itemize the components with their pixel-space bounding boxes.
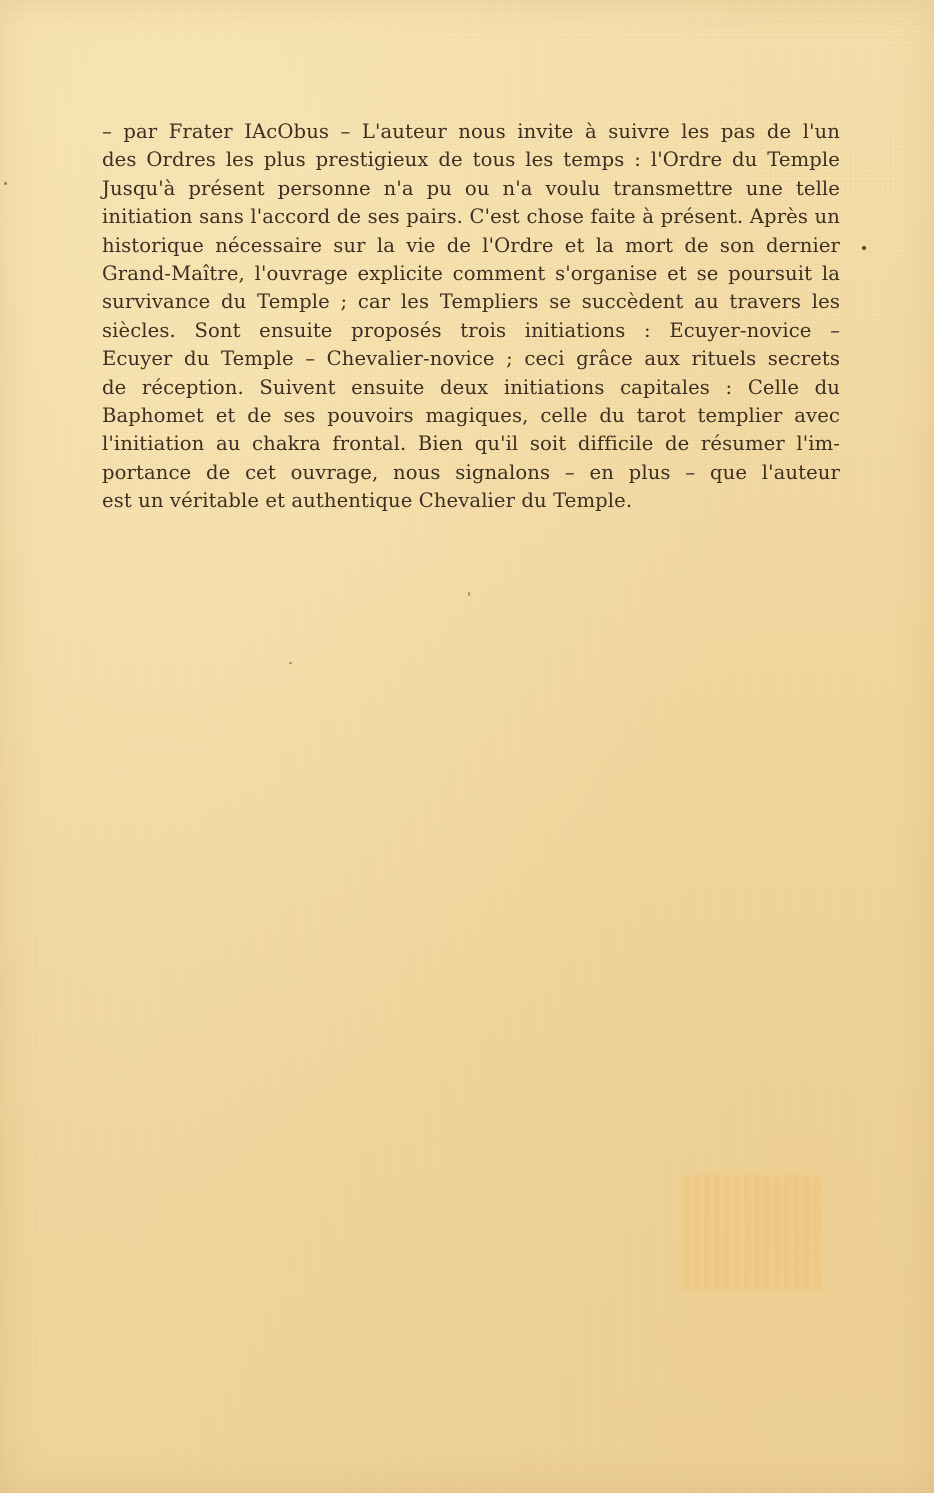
blurb-line: survivance du Temple ; car les Templiers se succèdent au travers les [102,290,840,314]
blurb-line: des Ordres les plus prestigieux de tous les temps : l'Ordre du Temple [102,148,840,172]
paper-speck [862,246,866,250]
blurb-line: portance de cet ouvrage, nous signalons – en plus – que l'auteur [102,460,840,484]
blurb-line: l'initiation au chakra frontal. Bien qu'il soit difficile de résumer l'im- [102,432,840,456]
blurb-line: de réception. Suivent ensuite deux initiations capitales : Celle du [102,375,840,399]
blurb-line: Ecuyer du Temple – Chevalier-novice ; ceci grâce aux rituels secrets [102,347,840,371]
paper-speck [289,662,292,664]
blurb-line: siècles. Sont ensuite proposés trois initiations : Ecuyer-novice – [102,318,840,342]
blurb-line: Jusqu'à présent personne n'a pu ou n'a voulu transmettre une telle [102,176,840,200]
blurb-line: Grand-Maître, l'ouvrage explicite comment s'organise et se poursuit la [102,262,840,286]
back-cover-blurb [102,118,840,516]
paper-speck [4,182,7,185]
paper-speck [468,592,470,596]
blurb-line: – par Frater IAcObus – L'auteur nous invite à suivre les pas de l'un [102,120,840,143]
blurb-line: historique nécessaire sur la vie de l'Ordre et la mort de son dernier [102,233,840,257]
blurb-line: est un véritable et authentique Chevalier du Temple. [102,489,633,513]
blurb-line: Baphomet et de ses pouvoirs magiques, celle du tarot templier avec [102,404,840,428]
blurb-line: initiation sans l'accord de ses pairs. C'est chose faite à présent. Après un [102,205,840,229]
faded-stamp-mark [684,1174,822,1290]
